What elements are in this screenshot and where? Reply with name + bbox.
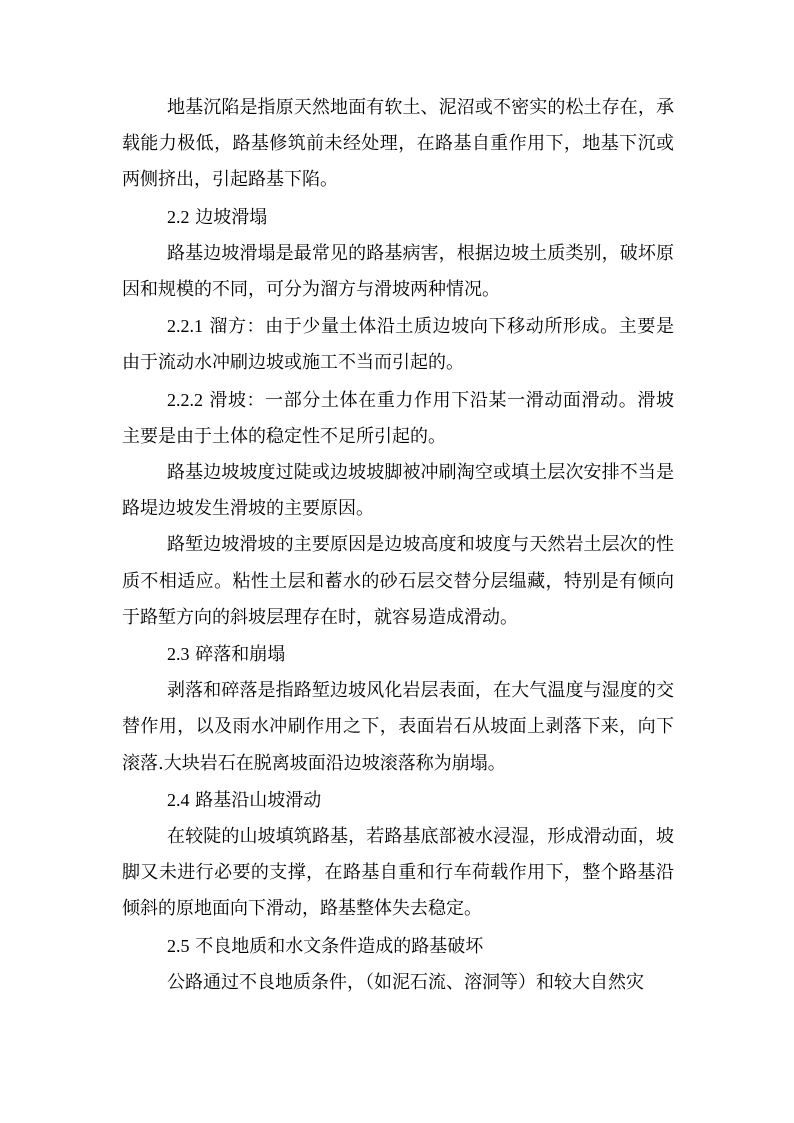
paragraph-text: 路基边坡坡度过陡或边坡坡脚被冲刷淘空或填土层次安排不当是路堤边坡发生滑坡的主要原因。: [122, 462, 674, 520]
section-title: 碎落和崩塌: [189, 644, 286, 666]
paragraph-embankment-causes: [122, 455, 674, 527]
paragraph-text: 滑坡：一部分土体在重力作用下沿某一滑动面滑动。滑坡主要是由于土体的稳定性不足所引起的。: [122, 389, 674, 447]
paragraph-rockfall: [122, 673, 674, 782]
paragraph-foundation-settlement: [122, 90, 674, 199]
paragraph-2-2-2-landslide: [122, 382, 674, 455]
document-body: [122, 90, 674, 1001]
paragraph-hillside-sliding: [122, 819, 674, 928]
paragraph-text: 路基边坡滑塌是最常见的路基病害，根据边坡土质类别，破坏原因和规模的不同，可分为溜方与滑坡两种情况。: [122, 242, 674, 301]
paragraph-text: 路堑边坡滑坡的主要原因是边坡高度和坡度与天然岩土层次的性质不相适应。粘性土层和蓄水的砂石层交替分层缊藏，特别是有倾向于路堑方向的斜坡层理存在时，就容易造成滑动。: [122, 534, 674, 628]
subsection-number: 2.2.1: [167, 316, 203, 337]
section-number: 2.2: [167, 206, 190, 227]
section-title: 边坡滑塌: [189, 206, 268, 228]
section-number: 2.5: [167, 935, 190, 956]
section-heading-2-5: [122, 928, 674, 965]
paragraph-text: 公路通过不良地质条件，（如泥石流、溶洞等）和较大自然灾: [167, 971, 644, 993]
paragraph-adverse-geology: [122, 965, 674, 1001]
section-heading-2-4: [122, 782, 674, 819]
section-heading-2-3: [122, 636, 674, 673]
section-number: 2.4: [167, 789, 190, 810]
paragraph-text: 在较陡的山坡填筑路基，若路基底部被水浸湿，形成滑动面，坡脚又未进行必要的支撑，在路基自重和行车荷载作用下，整个路基沿倾斜的原地面向下滑动，路基整体失去稳定。: [122, 826, 674, 920]
section-title: 路基沿山坡滑动: [189, 789, 322, 811]
paragraph-2-2-1-slip: [122, 308, 674, 381]
paragraph-text: 剥落和碎落是指路堑边坡风化岩层表面，在大气温度与湿度的交替作用，以及雨水冲刷作用之下，表面岩石从坡面上剥落下来，向下滚落.大块岩石在脱离坡面沿边坡滚落称为崩塌。: [122, 680, 674, 774]
section-title: 不良地质和水文条件造成的路基破坏: [189, 935, 484, 957]
paragraph-cutting-causes: [122, 527, 674, 636]
paragraph-slope-collapse: [122, 236, 674, 308]
paragraph-text: 溜方：由于少量土体沿土质边坡向下移动所形成。主要是由于流动水冲刷边坡或施工不当而引起的。: [122, 316, 674, 374]
paragraph-text: 地基沉陷是指原天然地面有软土、泥沼或不密实的松土存在，承载能力极低，路基修筑前未经处理，在路基自重作用下，地基下沉或两侧挤出，引起路基下陷。: [122, 97, 674, 191]
section-number: 2.3: [167, 644, 190, 665]
subsection-number: 2.2.2: [167, 389, 203, 410]
section-heading-2-2: [122, 199, 674, 236]
